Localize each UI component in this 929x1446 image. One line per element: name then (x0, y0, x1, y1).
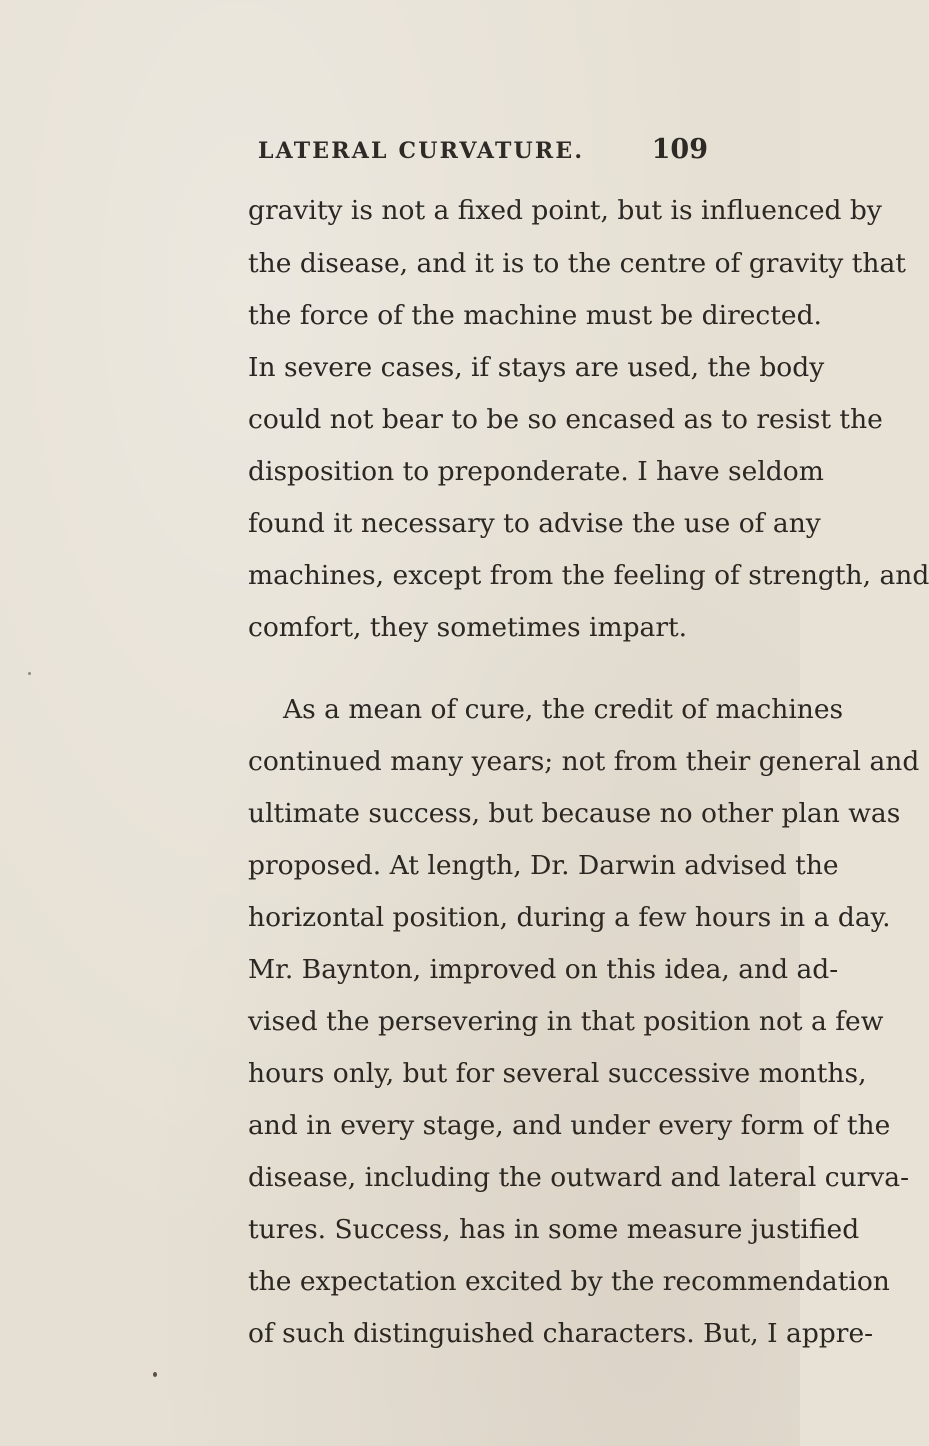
text-line: found it necessary to advise the use of any (248, 508, 821, 539)
text-line: vised the persevering in that position not a few (248, 1006, 884, 1037)
paper-speck (28, 672, 31, 675)
text-line: comfort, they sometimes impart. (248, 612, 688, 643)
text-line: gravity is not a fixed point, but is influenced by (248, 195, 882, 226)
text-line: the force of the machine must be directed. (248, 300, 822, 331)
page-header (258, 134, 718, 178)
text-line: hours only, but for several successive months, (248, 1058, 867, 1089)
text-line: continued many years; not from their general and (248, 746, 920, 777)
text-line: of such distinguished characters. But, I appre- (248, 1318, 874, 1349)
text-line: the disease, and it is to the centre of gravity that (248, 248, 906, 279)
text-line: disease, including the outward and lateral curva- (248, 1162, 910, 1193)
running-head: LATERAL CURVATURE. (258, 138, 585, 164)
text-line: horizontal position, during a few hours in a day. (248, 902, 891, 933)
text-line: the expectation excited by the recommendation (248, 1266, 890, 1297)
text-line: and in every stage, and under every form of the (248, 1110, 891, 1141)
text-line: could not bear to be so encased as to resist the (248, 404, 883, 435)
text-line: disposition to preponderate. I have seldom (248, 456, 824, 487)
text-line: machines, except from the feeling of strength, and (248, 560, 929, 591)
text-line: In severe cases, if stays are used, the body (248, 352, 825, 383)
page-number: 109 (651, 134, 708, 165)
text-line: ultimate success, but because no other plan was (248, 798, 901, 829)
text-line: As a mean of cure, the credit of machines (283, 694, 844, 725)
text-line: proposed. At length, Dr. Darwin advised the (248, 850, 839, 881)
text-line: Mr. Baynton, improved on this idea, and ad- (248, 954, 839, 985)
text-line: tures. Success, has in some measure justified (248, 1214, 860, 1245)
paper-speck (153, 1372, 157, 1377)
